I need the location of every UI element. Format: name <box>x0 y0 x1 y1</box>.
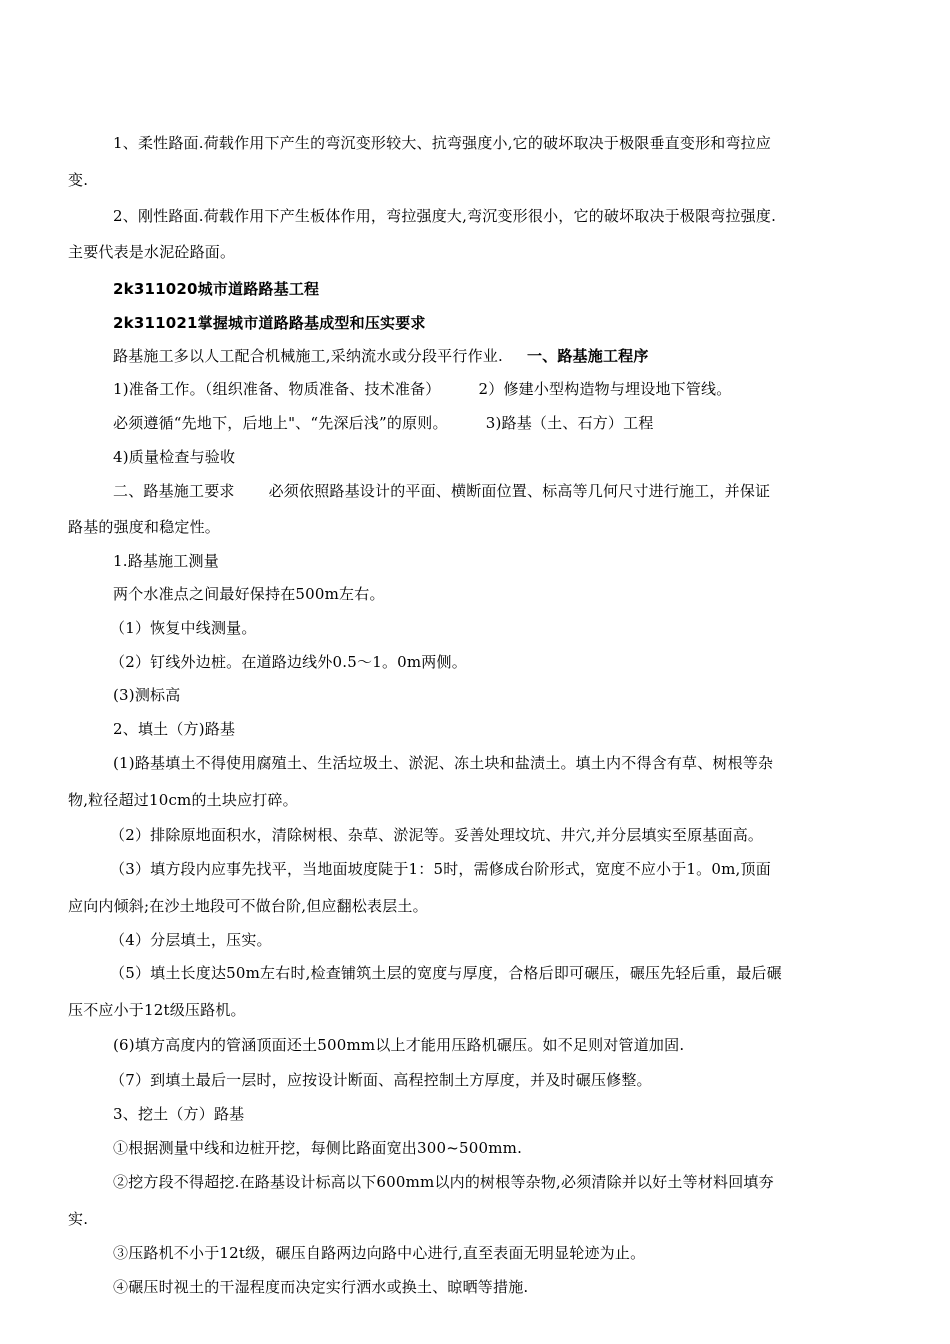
fill-item-1: (1)路基填土不得使用腐殖土、生活垃圾土、淤泥、冻土块和盐渍土。填土内不得含有草、树根等杂 <box>113 754 774 772</box>
heading-subgrade-engineering: 2k311020城市道路路基工程 <box>113 280 320 298</box>
paragraph-rigid-pavement-cont: 主要代表是水泥砼路面。 <box>68 243 236 261</box>
fill-item-5-cont: 压不应小于12t级压路机。 <box>68 1001 246 1019</box>
paragraph-flexible-pavement: 1、柔性路面.荷载作用下产生的弯沉变形较大、抗弯强度小,它的破坏取决于极限垂直变形和弯拉应 <box>113 134 772 152</box>
construction-requirements-text: 必须依照路基设计的平面、横断面位置、标高等几何尺寸进行施工，并保证 <box>268 482 771 500</box>
procedure-step-2: 2）修建小型构造物与埋设地下管线。 <box>478 380 732 398</box>
paragraph-rigid-pavement: 2、刚性路面.荷载作用下产生板体作用，弯拉强度大,弯沉变形很小，它的破坏取决于极限弯拉强度. <box>113 207 777 225</box>
fill-item-6: (6)填方高度内的管涵顶面还土500mm以上才能用压路机碾压。如不足则对管道加固. <box>113 1036 685 1054</box>
fill-item-4: （4）分层填土，压实。 <box>110 931 272 949</box>
heading-subgrade-compaction: 2k311021掌握城市道路路基成型和压实要求 <box>113 314 426 332</box>
procedure-step-1: 1)准备工作。（组织准备、物质准备、技术准备） <box>113 380 441 398</box>
fill-item-3-cont: 应向内倾斜;在沙土地段可不做台阶,但应翻松表层土。 <box>68 897 428 915</box>
survey-benchmark: 两个水准点之间最好保持在500m左右。 <box>113 585 385 603</box>
paragraph-construction-method <box>113 346 649 366</box>
heading-construction-requirements: 二、路基施工要求 <box>113 482 235 500</box>
heading-fill-subgrade: 2、填土（方)路基 <box>113 720 236 738</box>
survey-item-1: （1）恢复中线测量。 <box>110 619 257 637</box>
cut-item-1: ①根据测量中线和边桩开挖，每侧比路面宽出300~500mm. <box>113 1139 523 1157</box>
construction-requirements-row <box>113 481 770 501</box>
procedure-step-4: 4)质量检查与验收 <box>113 448 236 466</box>
procedure-principle: 必须遵循“先地下，后地上"、“先深后浅”的原则。 <box>113 414 448 432</box>
fill-item-1-cont: 物,粒径超过10cm的土块应打碎。 <box>68 791 298 809</box>
cut-item-3: ③压路机不小于12t级，碾压自路两边向路中心进行,直至表面无明显轮迹为止。 <box>113 1244 646 1262</box>
heading-cut-subgrade: 3、挖土（方）路基 <box>113 1105 245 1123</box>
cut-item-4: ④碾压时视土的干湿程度而决定实行洒水或换土、晾晒等措施. <box>113 1278 529 1296</box>
cut-item-2-cont: 实. <box>68 1210 89 1228</box>
heading-construction-procedure: 一、路基施工程序 <box>526 347 649 365</box>
fill-item-2: （2）排除原地面积水，清除树根、杂草、淤泥等。妥善处理坟坑、井穴,并分层填实至原基面高。 <box>110 826 764 844</box>
construction-requirements-cont: 路基的强度和稳定性。 <box>68 518 221 536</box>
procedure-row-2 <box>113 413 654 433</box>
paragraph-flexible-pavement-cont: 变. <box>68 171 89 189</box>
construction-method-text: 路基施工多以人工配合机械施工,采纳流水或分段平行作业. <box>113 347 503 365</box>
procedure-step-3: 3)路基（土、石方）工程 <box>485 414 654 432</box>
fill-item-7: （7）到填土最后一层时，应按设计断面、高程控制土方厚度，并及时碾压修整。 <box>110 1071 652 1089</box>
procedure-row-1 <box>113 379 731 399</box>
heading-survey: 1.路基施工测量 <box>113 552 219 570</box>
fill-item-3: （3）填方段内应事先找平，当地面坡度陡于1：5时，需修成台阶形式，宽度不应小于1。0m,顶面 <box>110 860 771 878</box>
cut-item-2: ②挖方段不得超挖.在路基设计标高以下600mm以内的树根等杂物,必须清除并以好土等材料回填夯 <box>113 1173 774 1191</box>
survey-item-3: (3)测标高 <box>113 686 181 704</box>
survey-item-2: （2）钉线外边桩。在道路边线外0.5～1。0m两侧。 <box>110 653 467 671</box>
fill-item-5: （5）填土长度达50m左右时,检查铺筑土层的宽度与厚度，合格后即可碾压，碾压先轻后重，最后碾 <box>110 964 782 982</box>
